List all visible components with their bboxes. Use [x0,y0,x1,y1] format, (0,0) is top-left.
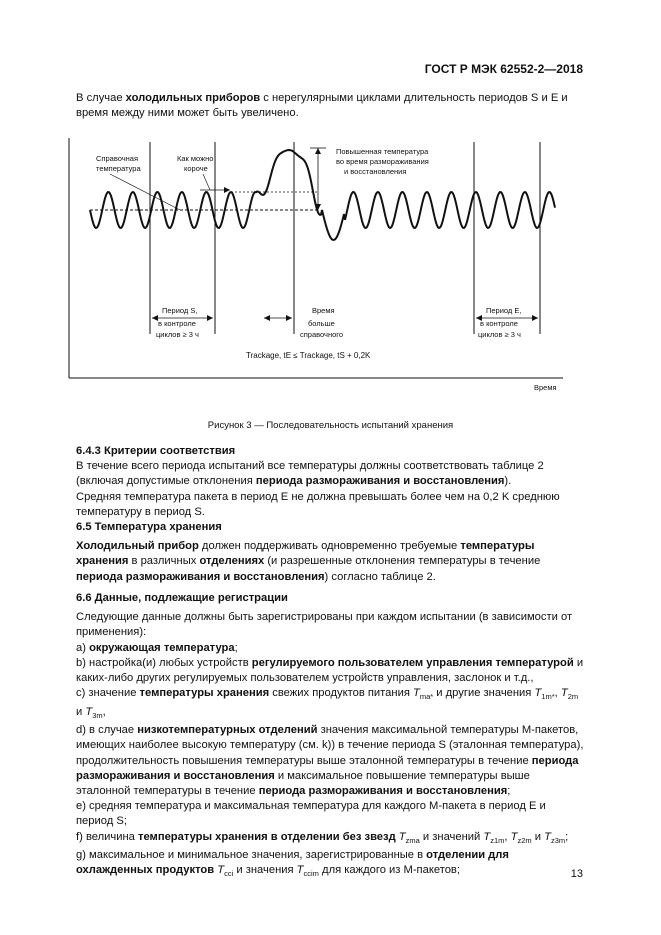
temperature-curve [90,150,555,240]
section-6-5: 6.5 Температура хранения Холодильный прибор должен поддерживать одновременно требуемые температуры хранения в различных отделениях (и разрешенные отклонения температуры в течение периода размораживания и восстановления) согласно таблице 2. [76,521,541,583]
intro-paragraph: В случае холодильных приборов с нерегулярными циклами длительность периодов S и E и время между ними может быть увеличено. [76,92,568,120]
storage-test-sequence-figure [60,134,575,396]
formula: Trackage, tE ≤ Trackage, tS + 0,2K [246,351,371,360]
svg-text:больше: больше [308,319,335,328]
section-6-6: 6.6 Данные, подлежащие регистрации Следующие данные должны быть зарегистрированы при каждом испытании (в зависимости от применения): a) окружающая температура; b) настройка(и) любых устройств регулируемого пользователем управления температурой и каких-либо других регулируемых пользователем устройств управления, заслонок и т.д., c) значение температуры хранения свежих продуктов питания $T_{ma*}$ и другие значения $T_{1m*}$, $T_{2m}$ и $T_{3m}$, d) в случае низкотемпературных отделений значения максимальной температуры M-пакетов, имеющих наиболее высокую температуру (см. k)) в течение периода S (эталонная температура), продолжительность повышения температуры выше эталонной температуры в течение периода размораживания и восстановления и максимальное повышение температуры выше эталонной температуры в течение периода размораживания и восстановления; e) средняя температура и максимальная температура для каждого M-пакета в период E и период S; f) величина температуры хранения в отделении без звезд $T_{zma}$ и значений $T_{z1m}$, $T_{z2m}$ и $T_{z3m}$; g) максимальное и минимальное значения, зарегистрированные в отделении для охлажденных продуктов $T_{cci}$ и значения $T_{ccim}$ для каждого из M-пакетов; [76,592,584,879]
label-period-e: Период E, [486,306,522,315]
svg-text:циклов ≥ 3 ч: циклов ≥ 3 ч [478,330,521,339]
svg-text:и восстановления: и восстановления [344,167,407,176]
label-time-greater: Время [312,306,335,315]
svg-text:справочного: справочного [300,330,344,339]
svg-text:температура: температура [96,164,141,173]
section-title: 6.6 Данные, подлежащие регистрации [76,592,288,604]
svg-text:во время размораживания: во время размораживания [336,157,429,166]
label-period-s: Период S, [162,306,198,315]
page-number: 13 [570,868,583,880]
svg-text:в контроле: в контроле [158,319,196,328]
section-title: 6.5 Температура хранения [76,521,222,533]
x-axis-label: Время [534,383,557,392]
label-reference-temp: Справочная [96,154,139,163]
label-as-short-as-possible: Как можно [177,154,214,163]
document-code: ГОСТ Р МЭК 62552-2—2018 [424,62,583,76]
section-title: 6.4.3 Критерии соответствия [76,445,236,457]
label-temperature-rise: Повышенная температура [336,147,429,156]
svg-text:в контроле: в контроле [480,319,518,328]
section-6-4-3: 6.4.3 Критерии соответствия В течение всего периода испытаний все температуры должны соответствовать таблице 2 (включая допустимые отклонения периода размораживания и восстановления). Средняя температура пакета в период E не должна превышать более чем на 0,2 K среднюю температуру в период S. [76,445,560,518]
figure-caption: Рисунок 3 — Последовательность испытаний хранения [207,420,454,431]
svg-text:циклов ≥ 3 ч: циклов ≥ 3 ч [156,330,199,339]
svg-text:короче: короче [184,164,208,173]
